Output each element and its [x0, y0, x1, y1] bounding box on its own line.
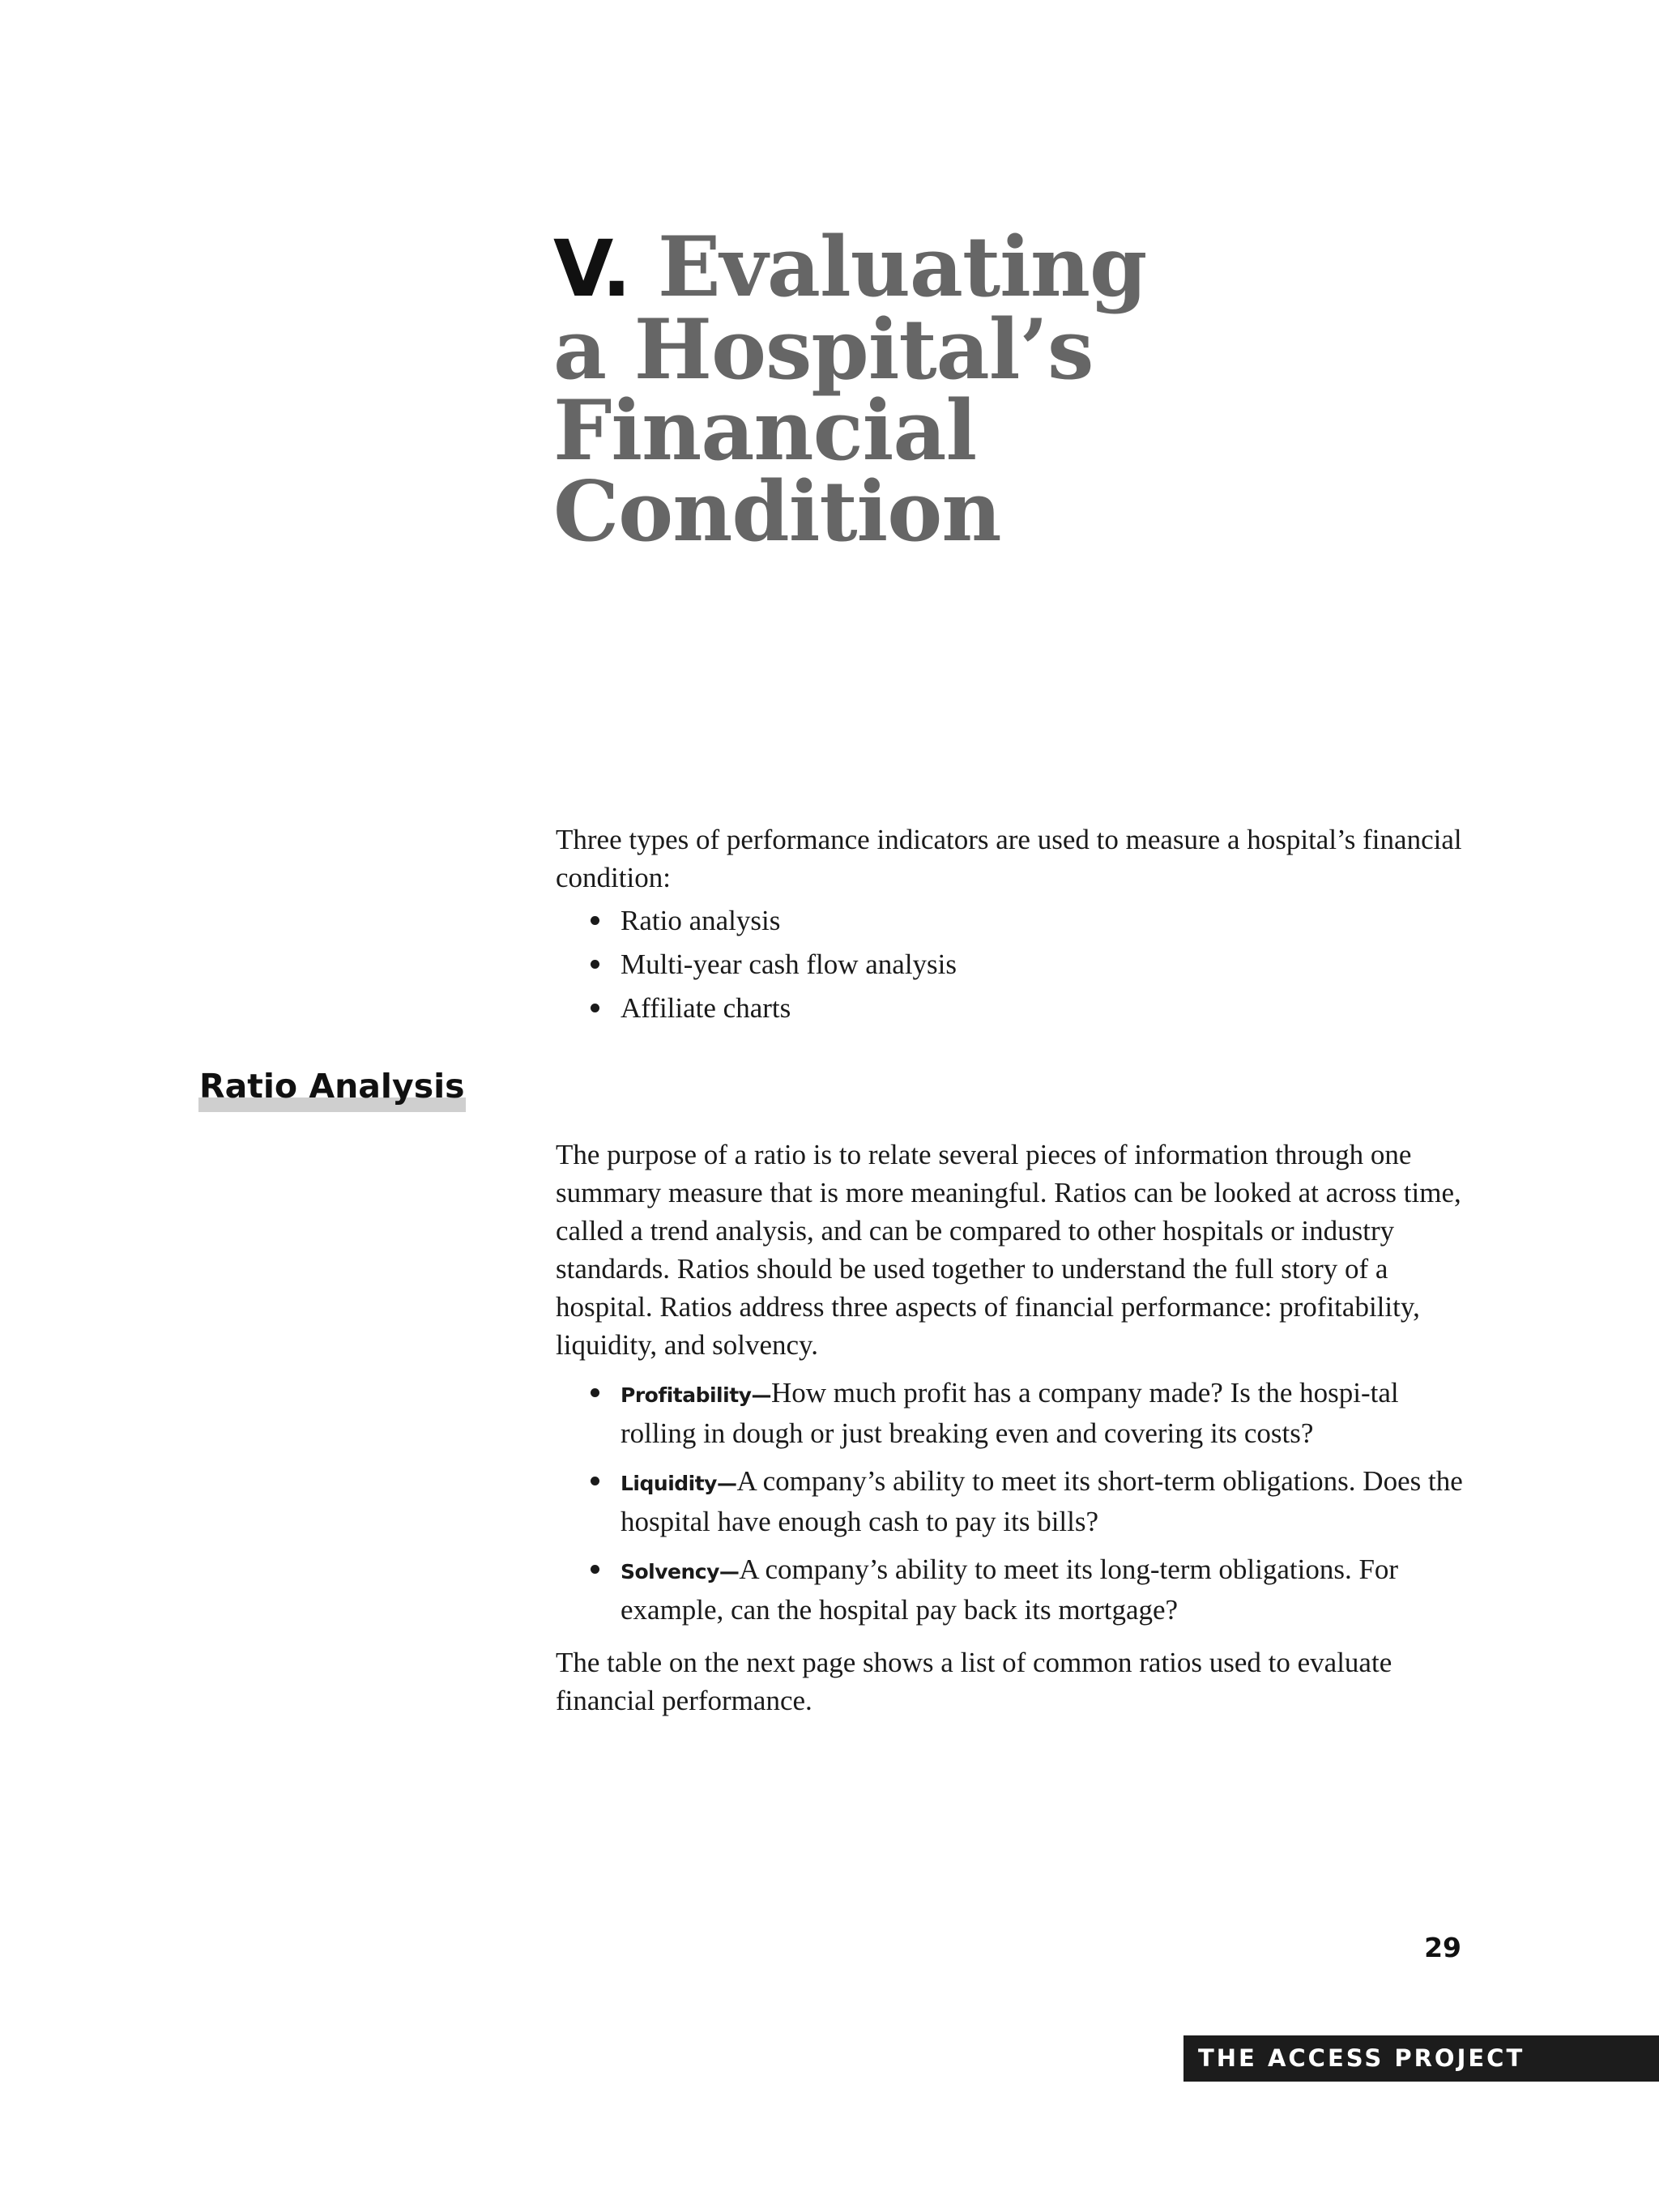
chapter-numeral: V.: [553, 224, 630, 314]
intro-section: [556, 820, 1471, 1033]
definition-liquidity: A company’s ability to meet its short-term obligations. Does the hospital have enough cash to pay its bills?: [621, 1465, 1463, 1537]
title-word-evaluating: Evaluating: [657, 219, 1147, 316]
list-item: Ratio analysis: [621, 901, 1471, 940]
list-item: Affiliate charts: [621, 989, 1471, 1027]
title-line-4: Condition: [553, 463, 1001, 560]
list-item-profitability: [621, 1374, 1471, 1452]
definition-solvency: A company’s ability to meet its long-term obligations. For example, can the hospital pay back its mortgage?: [621, 1554, 1399, 1626]
ratio-analysis-section: [556, 1136, 1471, 1720]
title-line-1: [553, 219, 1282, 316]
list-item: Multi-year cash flow analysis: [621, 945, 1471, 983]
footer-banner: [1183, 2035, 1659, 2082]
footer-label: THE ACCESS PROJECT: [1198, 2044, 1525, 2072]
closing-paragraph: The table on the next page shows a list of common ratios used to evaluate financial performance.: [556, 1647, 1392, 1716]
definition-profitability: How much profit has a company made? Is the hospi-tal rolling in dough or just breaking even and covering its costs?: [621, 1377, 1399, 1449]
intro-paragraph: Three types of performance indicators are used to measure a hospital’s financial condition:: [556, 824, 1462, 893]
title-line-2: a Hospital’s: [553, 301, 1094, 399]
term-liquidity: Liquidity—: [621, 1472, 737, 1495]
ratio-paragraph: The purpose of a ratio is to relate several pieces of information through one summary measure that is more meaningful. Ratios can be looked at across time, called a trend analysis, and can be compared to other hospitals or industry standards. Ratios should be used together to understand the full story of a hospital. Ratios address three aspects of financial performance: profitability, liquidity, and solvency.: [556, 1139, 1461, 1361]
term-profitability: Profitability—: [621, 1383, 771, 1407]
list-item-solvency: [621, 1550, 1471, 1629]
chapter-title: [553, 219, 1282, 560]
ratio-aspects-list: [556, 1374, 1471, 1629]
list-item-liquidity: [621, 1462, 1471, 1541]
page-number: 29: [1424, 1932, 1461, 1963]
title-line-3: Financial: [553, 382, 977, 479]
section-heading-ratio-analysis: Ratio Analysis: [198, 1063, 466, 1112]
indicator-list: [556, 901, 1471, 1027]
term-solvency: Solvency—: [621, 1560, 740, 1583]
